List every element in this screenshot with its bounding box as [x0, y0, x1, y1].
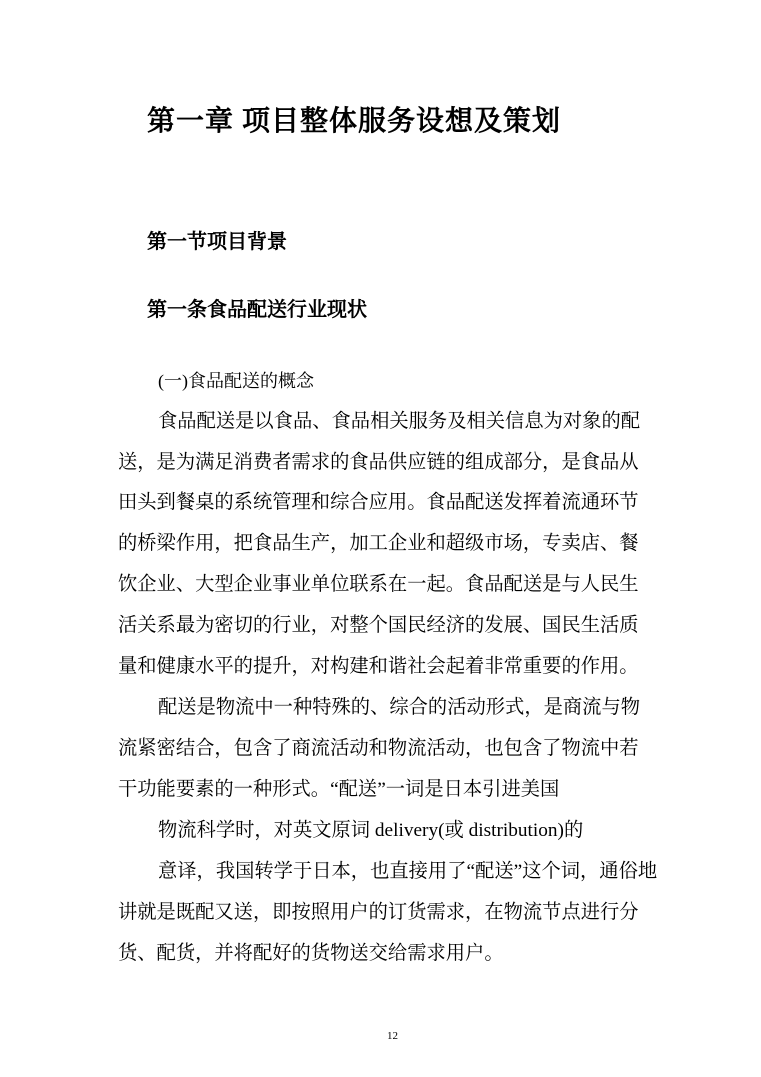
paragraph-line: 食品配送是以食品、食品相关服务及相关信息为对象的配	[158, 411, 641, 432]
paragraph-line: 饮企业、大型企业事业单位联系在一起。食品配送是与人民生	[118, 574, 639, 595]
section-title: 第一节项目背景	[147, 231, 287, 253]
paragraph-line: 干功能要素的一种形式。“配送”一词是日本引进美国	[118, 779, 560, 800]
paragraph-line: 活关系最为密切的行业，对整个国民经济的发展、国民生活质	[118, 615, 639, 636]
paragraph-line: 意译，我国转学于日本，也直接用了“配送”这个词，通俗地	[158, 861, 658, 882]
paragraph-line: 物流科学时，对英文原词 delivery(或 distribution)的	[158, 820, 584, 841]
paragraph-line: 讲就是既配又送，即按照用户的订货需求，在物流节点进行分	[118, 902, 639, 923]
paragraph-line: 量和健康水平的提升，对构建和谐社会起着非常重要的作用。	[118, 656, 639, 677]
subsection-title: (一)食品配送的概念	[158, 371, 314, 391]
paragraph-line: 的桥梁作用，把食品生产，加工企业和超级市场，专卖店、餐	[118, 533, 639, 554]
article-title: 第一条食品配送行业现状	[147, 299, 367, 321]
chapter-title: 第一章 项目整体服务设想及策划	[147, 106, 562, 137]
paragraph-line: 货、配货，并将配好的货物送交给需求用户。	[118, 943, 504, 964]
paragraph-line: 配送是物流中一种特殊的、综合的活动形式，是商流与物	[158, 697, 641, 718]
paragraph-line: 送，是为满足消费者需求的食品供应链的组成部分，是食品从	[118, 452, 639, 473]
paragraph-line: 田头到餐桌的系统管理和综合应用。食品配送发挥着流通环节	[118, 492, 639, 513]
page-number: 12	[387, 1030, 398, 1042]
paragraph-line: 流紧密结合，包含了商流活动和物流活动，也包含了物流中若	[118, 738, 639, 759]
